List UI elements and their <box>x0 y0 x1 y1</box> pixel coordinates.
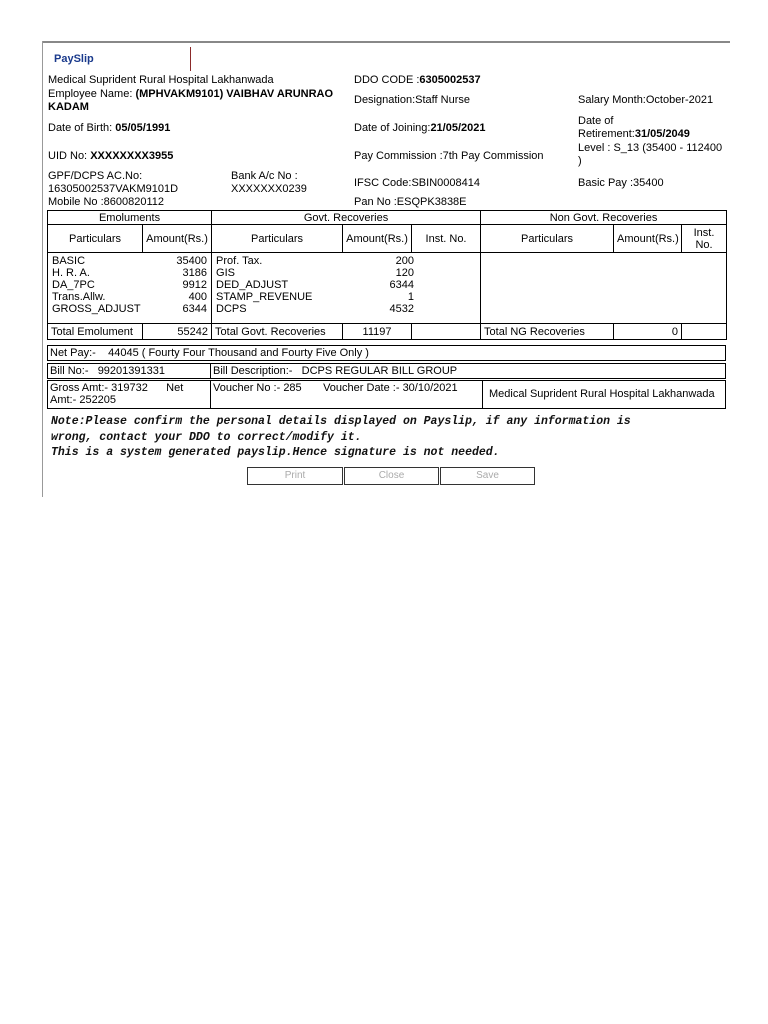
hospital-name: Medical Suprident Rural Hospital Lakhanwada <box>48 74 274 86</box>
list-item: DCPS 4532 <box>216 303 415 315</box>
designation: Designation:Staff Nurse <box>354 94 470 106</box>
date-of-retirement: Retirement:31/05/2049 <box>578 128 690 140</box>
net-pay-label: Net Pay:- <box>50 347 96 359</box>
ifsc-code: IFSC Code:SBIN0008414 <box>354 177 480 189</box>
bill-no: Bill No:- 99201391331 <box>47 363 211 379</box>
list-item: H. R. A. 3186 <box>52 267 208 279</box>
mobile-number: Mobile No :8600820112 <box>48 196 164 208</box>
pay-table <box>47 210 727 340</box>
date-of-birth: Date of Birth: 05/05/1991 <box>48 122 171 134</box>
col-particulars: Particulars <box>48 225 143 253</box>
gpf-number: 16305002537VAKM9101D <box>48 183 179 195</box>
employee-name: Employee Name: (MPHVAKM9101) VAIBHAV ARUNRAO <box>48 88 334 100</box>
list-item: Trans.Allw. 400 <box>52 291 208 303</box>
basic-pay: Basic Pay :35400 <box>578 177 664 189</box>
list-item: Prof. Tax. 200 <box>216 255 415 267</box>
col-inst-no: Inst. No. <box>682 225 727 253</box>
voucher-info: Voucher No :- 285 Voucher Date :- 30/10/2021 <box>210 380 483 409</box>
net-pay-row <box>47 345 726 361</box>
uid-number: UID No: XXXXXXXX3955 <box>48 150 174 162</box>
save-button[interactable]: Save <box>440 467 535 485</box>
group-nongovt-recoveries: Non Govt. Recoveries <box>481 211 727 225</box>
list-item: DA_7PC 9912 <box>52 279 208 291</box>
col-amount: Amount(Rs.) <box>143 225 212 253</box>
date-of-joining: Date of Joining:21/05/2021 <box>354 122 486 134</box>
tab-payslip[interactable] <box>48 47 191 71</box>
ddo-code: DDO CODE :6305002537 <box>354 74 481 86</box>
list-item: BASIC 35400 <box>52 255 208 267</box>
employee-name-cont: KADAM <box>48 101 89 113</box>
nongovt-recoveries-list <box>481 253 727 324</box>
frame-top-border <box>42 41 730 43</box>
govt-recoveries-list <box>212 253 481 324</box>
date-of-retirement-label: Date of <box>578 115 614 127</box>
col-amount: Amount(Rs.) <box>343 225 412 253</box>
empty-cell <box>682 324 727 340</box>
footer-hospital: Medical Suprident Rural Hospital Lakhanwada <box>482 380 726 409</box>
frame-left-border <box>42 41 43 497</box>
pan-number: Pan No :ESQPK3838E <box>354 196 467 208</box>
total-govt-value: 11197 <box>343 324 412 340</box>
emoluments-list <box>48 253 212 324</box>
pay-level-cont: ) <box>578 155 582 167</box>
empty-cell <box>412 324 481 340</box>
total-emolument-value: 55242 <box>143 324 212 340</box>
pay-commission: Pay Commission :7th Pay Commission <box>354 150 544 162</box>
bank-account-label: Bank A/c No : <box>231 170 298 182</box>
pay-level: Level : S_13 (35400 - 112400 <box>578 142 723 154</box>
tab-payslip-label: PaySlip <box>54 53 94 65</box>
group-govt-recoveries: Govt. Recoveries <box>212 211 481 225</box>
list-item: GROSS_ADJUST 6344 <box>52 303 208 315</box>
group-emoluments: Emoluments <box>48 211 212 225</box>
net-pay-value: 44045 ( Fourty Four Thousand and Fourty Five Only ) <box>108 347 369 359</box>
list-item: DED_ADJUST 6344 <box>216 279 415 291</box>
col-particulars: Particulars <box>212 225 343 253</box>
close-button[interactable]: Close <box>344 467 439 485</box>
col-particulars: Particulars <box>481 225 614 253</box>
gross-net-amount: Gross Amt:- 319732 Net Amt:- 252205 <box>47 380 211 409</box>
col-amount: Amount(Rs.) <box>614 225 682 253</box>
bank-account-number: XXXXXXX0239 <box>231 183 307 195</box>
total-ng-value: 0 <box>614 324 682 340</box>
payslip-note: Note:Please confirm the personal details displayed on Payslip, if any information is wrong, contact your DDO to correct/modify it. This is a system generated payslip.Hence signature is not needed. <box>51 415 631 459</box>
total-ng-label: Total NG Recoveries <box>481 324 614 340</box>
gpf-label: GPF/DCPS AC.No: <box>48 170 143 182</box>
list-item: STAMP_REVENUE 1 <box>216 291 415 303</box>
total-govt-label: Total Govt. Recoveries <box>212 324 343 340</box>
bill-description: Bill Description:- DCPS REGULAR BILL GROUP <box>210 363 726 379</box>
list-item: GIS 120 <box>216 267 415 279</box>
total-emolument-label: Total Emolument <box>48 324 143 340</box>
col-inst-no: Inst. No. <box>412 225 481 253</box>
print-button[interactable]: Print <box>247 467 343 485</box>
salary-month: Salary Month:October-2021 <box>578 94 714 106</box>
